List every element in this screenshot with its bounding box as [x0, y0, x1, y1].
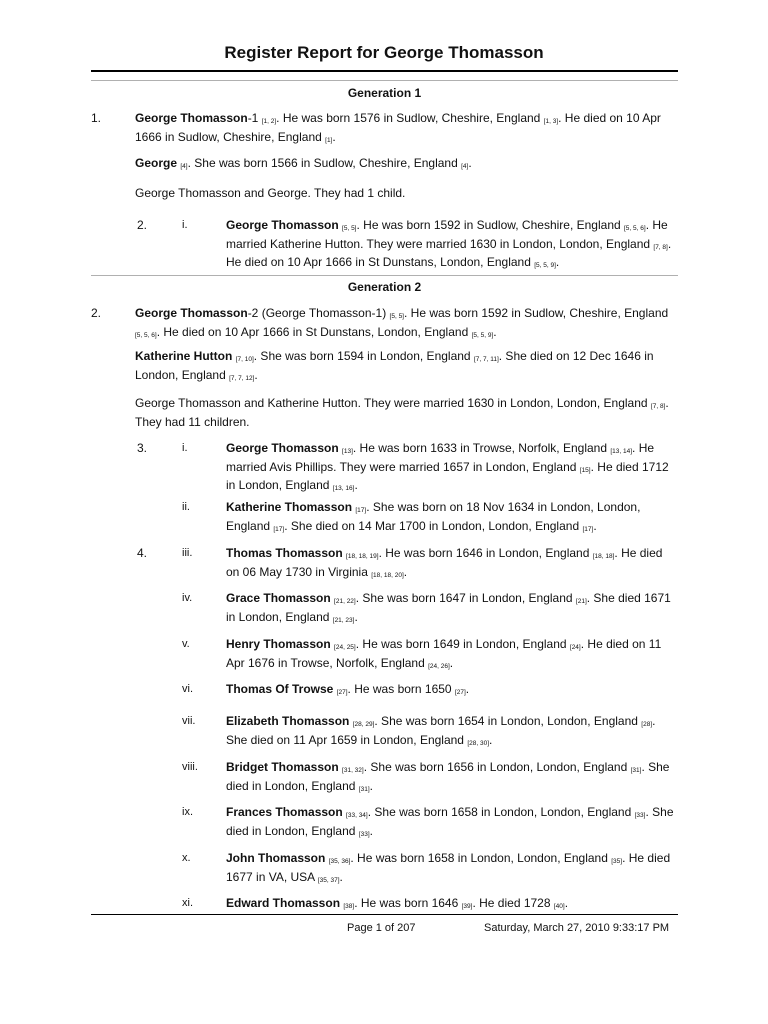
child-name: Thomas Of Trowse	[226, 682, 334, 696]
entry-text: . She was born 1647 in London, England	[355, 591, 576, 605]
source-ref: [17]	[582, 525, 594, 533]
person-suffix: -2	[247, 306, 259, 320]
child-roman: iv.	[182, 592, 193, 604]
report-timestamp: Saturday, March 27, 2010 9:33:17 PM	[484, 922, 670, 934]
entry-text: . He died 1712 in London, England	[226, 459, 669, 492]
source-ref: [17]	[355, 507, 367, 514]
child-name: Frances Thomasson	[226, 805, 343, 819]
entry-text: .	[468, 156, 472, 170]
source-ref: [13]	[342, 448, 353, 455]
source-ref: [33, 34]	[346, 812, 368, 819]
person-parent: (George Thomasson-1)	[258, 306, 390, 320]
source-ref: [5, 5, 6]	[624, 225, 646, 232]
source-ref: [31, 32]	[342, 767, 364, 774]
entry-text: . He died 1728	[472, 896, 554, 910]
child-entry	[226, 760, 676, 797]
child-name: Edward Thomasson	[226, 896, 341, 910]
spouse-name: George	[135, 156, 178, 170]
source-ref: [1, 2]	[261, 118, 277, 125]
footer-rule	[91, 914, 678, 915]
child-roman: iii.	[182, 547, 193, 559]
source-ref: [7, 7, 12]	[229, 374, 255, 382]
child-name: Elizabeth Thomasson	[226, 714, 350, 728]
source-ref: [13, 14]	[610, 448, 633, 455]
entry-text: . He married Avis Phillips. They were married 1657 in London, England	[226, 441, 655, 474]
entry-text: . He was born 1592 in Sudlow, Cheshire, England	[404, 306, 669, 320]
child-entry	[226, 218, 676, 274]
source-ref: [4]	[180, 163, 188, 170]
entry-text: . He was born 1646	[354, 896, 462, 910]
entry-text: . She was born 1658 in London, London, England	[367, 805, 635, 819]
entry-text: . He died 1677 in VA, USA	[226, 851, 671, 884]
source-ref: [28]	[641, 721, 653, 728]
child-number: 4.	[137, 546, 148, 560]
source-ref: [5, 5, 9]	[471, 331, 494, 339]
entry-text: . He was born 1658 in London, London, England	[350, 851, 612, 865]
entry-text: .	[332, 129, 336, 144]
source-ref: [13, 16]	[332, 485, 355, 492]
entry-text: .	[493, 324, 497, 339]
source-ref: [5, 5]	[342, 225, 357, 232]
child-entry	[226, 714, 676, 751]
child-name: Katherine Thomasson	[226, 500, 353, 514]
entry-text: .	[489, 732, 493, 747]
child-entry	[226, 896, 676, 915]
child-name: Grace Thomasson	[226, 591, 331, 605]
source-ref: [5, 5, 6]	[135, 331, 157, 339]
source-ref: [7, 8]	[653, 243, 668, 251]
child-name: Bridget Thomasson	[226, 760, 339, 774]
source-ref: [18, 18, 20]	[371, 571, 404, 579]
entry-text: . She died on 12 Dec 1646 in London, England	[135, 349, 654, 382]
child-name: George Thomasson	[226, 218, 339, 232]
entry-text: . He was born 1649 in London, England	[355, 637, 570, 651]
source-ref: [1]	[325, 136, 333, 144]
entry-text: . She was born 1656 in London, London, England	[363, 760, 631, 774]
child-entry	[226, 441, 676, 497]
entry-text: . He was born 1646 in London, England	[378, 546, 593, 560]
source-ref: [24]	[569, 644, 581, 651]
child-roman: xi.	[182, 897, 193, 909]
child-entry	[226, 851, 676, 888]
family-summary	[135, 396, 675, 430]
source-ref: [7, 7, 11]	[473, 356, 499, 363]
source-ref: [24, 26]	[428, 662, 450, 670]
source-ref: [18, 18, 19]	[346, 553, 379, 560]
entry-text: . He died on 10 Apr 1666 in St Dunstans, London, England	[226, 236, 672, 269]
entry-text: .	[369, 778, 373, 793]
source-ref: [27]	[454, 689, 466, 696]
entry-text: . She was born 1654 in London, London, England	[374, 714, 642, 728]
child-roman: i.	[182, 219, 188, 231]
person-name: George Thomasson	[135, 111, 248, 125]
source-ref: [35, 36]	[328, 858, 351, 865]
person-suffix: -1	[247, 111, 259, 125]
source-ref: [35]	[611, 858, 623, 865]
family-summary: George Thomasson and George. They had 1 child.	[135, 186, 406, 200]
entry-text: . He was born 1592 in Sudlow, Cheshire, England	[356, 218, 624, 232]
child-roman: ix.	[182, 806, 193, 818]
generation-2-heading: Generation 2	[347, 280, 422, 294]
spouse-name: Katherine Hutton	[135, 349, 233, 363]
generation-1-rule	[91, 80, 678, 81]
entry-text: . They had 11 children.	[135, 396, 669, 429]
report-title: Register Report for George Thomasson	[224, 43, 544, 62]
source-ref: [21, 22]	[334, 598, 356, 605]
child-entry	[226, 500, 676, 537]
entry-text: . She died on 14 Mar 1700 in London, London, England	[284, 518, 583, 533]
child-number: 2.	[137, 218, 148, 232]
person-number: 1.	[91, 111, 102, 125]
entry-text: .	[354, 609, 358, 624]
entry-text: .	[465, 682, 470, 696]
child-entry	[226, 591, 676, 628]
child-name: Henry Thomasson	[226, 637, 331, 651]
entry-text: . She was born 1594 in London, England	[253, 349, 474, 363]
entry-text: . She died in London, England	[226, 760, 670, 793]
child-roman: vii.	[182, 715, 196, 727]
entry-text: . She died 1671 in London, England	[226, 591, 671, 624]
source-ref: [27]	[336, 689, 348, 696]
entry-text: . She was born on 18 Nov 1634 in London, London, England	[226, 500, 641, 533]
person-entry	[135, 306, 675, 343]
child-roman: vi.	[182, 683, 193, 695]
source-ref: [4]	[461, 163, 469, 170]
entry-text: . She died in London, England	[226, 805, 674, 838]
title-rule	[91, 70, 678, 72]
entry-text: .	[369, 823, 373, 838]
entry-text: . He married Katherine Hutton. They were married 1630 in London, London, England	[226, 218, 668, 251]
entry-text: . He died on 10 Apr 1666 in St Dunstans, London, England	[156, 324, 472, 339]
child-entry	[226, 805, 676, 842]
source-ref: [38]	[343, 903, 355, 910]
generation-1-heading: Generation 1	[347, 86, 422, 100]
source-ref: [17]	[273, 525, 285, 533]
source-ref: [7, 8]	[650, 403, 666, 410]
spouse-entry	[135, 156, 675, 175]
person-number: 2.	[91, 306, 102, 320]
person-entry	[135, 111, 675, 148]
entry-text: George Thomasson and Katherine Hutton. They were married 1630 in London, London, England	[135, 396, 651, 410]
entry-text: .	[564, 896, 569, 910]
entry-text: . He was born 1633 in Trowse, Norfolk, England	[352, 441, 611, 455]
source-ref: [40]	[553, 903, 565, 910]
entry-text: . She died on 11 Apr 1659 in London, England	[226, 714, 656, 747]
child-roman: i.	[182, 442, 188, 454]
source-ref: [21]	[575, 598, 587, 605]
generation-2-rule	[91, 275, 678, 276]
source-ref: [5, 5]	[389, 313, 404, 320]
child-name: John Thomasson	[226, 851, 326, 865]
entry-text: .	[254, 367, 258, 382]
child-roman: viii.	[182, 761, 198, 773]
entry-text: .	[339, 869, 343, 884]
child-entry	[226, 637, 676, 674]
source-ref: [15]	[579, 466, 591, 474]
entry-text: .	[354, 478, 358, 492]
source-ref: [18, 18]	[592, 553, 615, 560]
entry-text: .	[593, 518, 597, 533]
spouse-entry	[135, 349, 675, 386]
entry-text: . He died on 06 May 1730 in Virginia	[226, 546, 663, 579]
source-ref: [28, 29]	[352, 721, 375, 728]
source-ref: [33]	[634, 812, 646, 819]
source-ref: [33]	[358, 830, 370, 838]
source-ref: [21, 23]	[332, 616, 355, 624]
entry-text: .	[555, 255, 560, 269]
source-ref: [28, 30]	[467, 739, 489, 747]
entry-text: .	[449, 655, 454, 670]
child-entry	[226, 546, 676, 583]
source-ref: [1, 3]	[543, 118, 559, 125]
entry-text: . He was born 1576 in Sudlow, Cheshire, England	[276, 111, 544, 125]
page-number: Page 1 of 207	[347, 922, 416, 934]
source-ref: [39]	[461, 903, 473, 910]
child-number: 3.	[137, 441, 148, 455]
child-roman: v.	[182, 638, 190, 650]
child-roman: ii.	[182, 501, 190, 513]
entry-text: . He died on 10 Apr 1666 in Sudlow, Cheshire, England	[135, 111, 661, 144]
entry-text: . She was born 1566 in Sudlow, Cheshire, England	[187, 156, 462, 170]
source-ref: [5, 5, 9]	[534, 262, 556, 269]
child-name: Thomas Thomasson	[226, 546, 343, 560]
source-ref: [35, 37]	[317, 876, 340, 884]
child-name: George Thomasson	[226, 441, 339, 455]
entry-text: . He was born 1650	[347, 682, 455, 696]
source-ref: [31]	[358, 785, 370, 793]
source-ref: [24, 25]	[334, 644, 356, 651]
child-roman: x.	[182, 852, 191, 864]
entry-text: .	[403, 564, 408, 579]
entry-text: . He died on 11 Apr 1676 in Trowse, Norfolk, England	[226, 637, 662, 670]
source-ref: [7, 10]	[235, 356, 254, 363]
source-ref: [31]	[630, 767, 642, 774]
person-name: George Thomasson	[135, 306, 248, 320]
child-entry	[226, 682, 676, 701]
